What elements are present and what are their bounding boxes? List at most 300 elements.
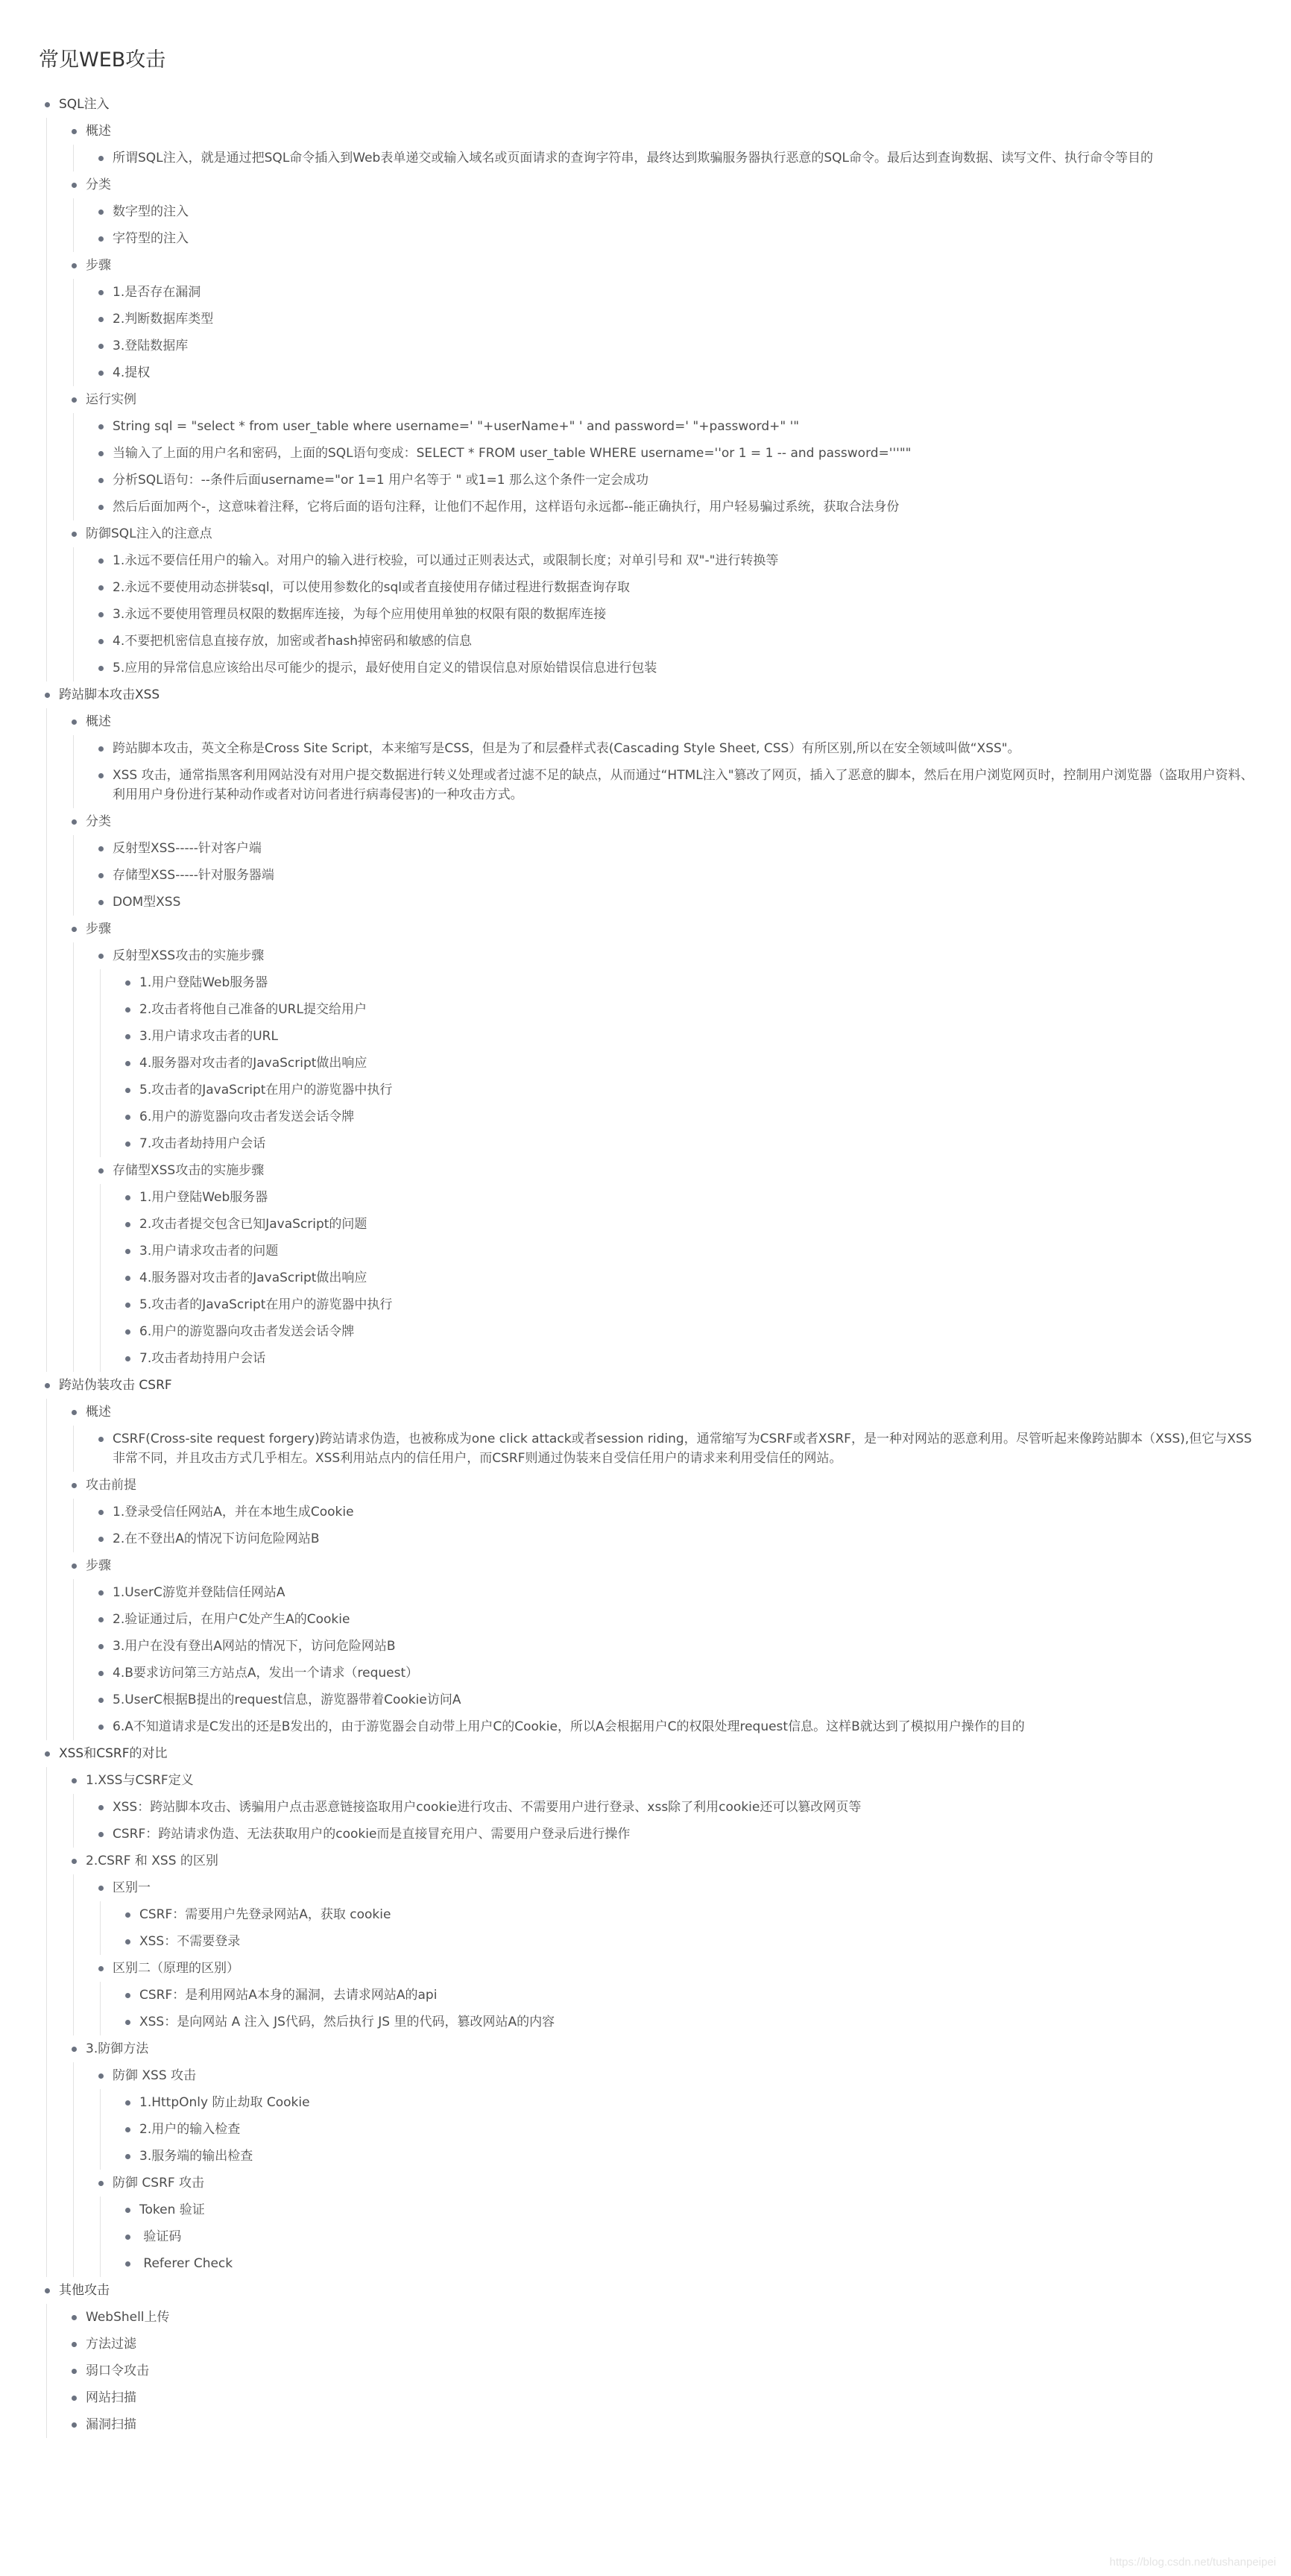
outline-item (92, 1687, 1261, 1713)
outline-children (73, 835, 1261, 916)
outline-row[interactable] (119, 2009, 1261, 2035)
bullet-dot-icon (125, 1356, 130, 1361)
outline-item (92, 2062, 1261, 2170)
outline-item-label: 防御 CSRF 攻击 (113, 2176, 205, 2191)
bullet-dot-icon (98, 344, 104, 349)
outline-children (46, 1767, 1261, 2277)
outline-children (100, 2196, 1261, 2277)
outline-item-label: 2.攻击者提交包含已知JavaScript的问题 (139, 1217, 367, 1232)
outline-item-label: 区别二（原理的区别） (113, 1961, 239, 1976)
outline-children (73, 735, 1261, 808)
bullet-dot-icon (98, 1886, 104, 1891)
bullet-dot-icon (125, 1993, 130, 1998)
outline-item (92, 279, 1261, 306)
outline-item (92, 942, 1261, 1157)
outline-item-label: 1.永远不要信任用户的输入。对用户的输入进行校验，可以通过正则表达式，或限制长度；对单引号和 双"-"进行转换等 (113, 553, 779, 568)
bullet-dot-icon (98, 371, 104, 376)
watermark: https://blog.csdn.net/tushanpeipei (1109, 2556, 1276, 2569)
bullet-dot-icon (72, 1859, 77, 1864)
bullet-dot-icon (125, 1061, 130, 1066)
outline-item-label: 5.攻击者的JavaScript在用户的游览器中执行 (139, 1297, 393, 1312)
outline-item (92, 198, 1261, 225)
outline-row[interactable] (39, 1740, 1261, 1767)
outline-row[interactable] (92, 306, 1261, 333)
bullet-dot-icon (72, 1483, 77, 1488)
outline-item-label: 数字型的注入 (113, 204, 189, 219)
outline-item (119, 1050, 1261, 1077)
outline-item-label: DOM型XSS (113, 895, 181, 910)
outline-row[interactable] (92, 547, 1261, 574)
outline-row[interactable] (66, 2411, 1261, 2438)
outline-item (119, 1077, 1261, 1103)
outline-row[interactable] (92, 1633, 1261, 1660)
bullet-dot-icon (98, 1590, 104, 1596)
outline-children (100, 1901, 1261, 1955)
outline-item (92, 574, 1261, 601)
outline-item-label: XSS 攻击，通常指黑客利用网站没有对用户提交数据进行转义处理或者过滤不足的缺点，从而通过“HTML注入"篡改了网页，插入了恶意的脚本，然后在用户浏览网页时，控制用户浏览器（盗取用户资料、利用用户身份进行某种动作或者对访问者进行病毒侵害)的一种攻击方式。 (113, 768, 1254, 802)
outline-row[interactable] (92, 1955, 1261, 1982)
outline-item-label: Token 验证 (139, 2202, 205, 2217)
bullet-dot-icon (125, 1195, 130, 1200)
bullet-dot-icon (125, 1115, 130, 1120)
outline-item (119, 2009, 1261, 2035)
bullet-dot-icon (98, 1832, 104, 1837)
outline-row[interactable] (119, 1077, 1261, 1103)
outline-item-label: String sql = "select * from user_table where username=' "+userName+" ' and password=' "+password+" '" (113, 419, 800, 434)
outline-item-label: 方法过滤 (86, 2337, 136, 2352)
bullet-dot-icon (98, 1966, 104, 1971)
bullet-dot-icon (98, 612, 104, 617)
outline-row[interactable] (92, 1579, 1261, 1606)
outline-children (73, 2062, 1261, 2277)
outline-row[interactable] (119, 1103, 1261, 1130)
outline-children (100, 1982, 1261, 2035)
outline-children (73, 198, 1261, 252)
outline-row[interactable] (119, 2196, 1261, 2223)
outline-row[interactable] (66, 1552, 1261, 1579)
outline-row[interactable] (66, 520, 1261, 547)
outline-item-label: CSRF(Cross-site request forgery)跨站请求伪造，也被称成为one click attack或者session riding，通常缩写为CSRF或者XSRF，是一种对网站的恶意利用。尽管听起来像跨站脚本（XSS),但它与XSS非常不同，并且攻击方式几乎相左。XSS利用站点内的信任用户，而CSRF则通过伪装来自受信任用户的请求来利用受信任的网站。 (113, 1432, 1252, 1466)
outline-row[interactable] (92, 762, 1261, 808)
outline-item (66, 2384, 1261, 2411)
outline-item-label: 5.攻击者的JavaScript在用户的游览器中执行 (139, 1083, 393, 1098)
bullet-dot-icon (98, 1805, 104, 1810)
outline-children (46, 2304, 1261, 2438)
outline-row[interactable] (66, 1848, 1261, 1874)
outline-item-label: 漏洞扫描 (86, 2417, 136, 2432)
outline-item (92, 735, 1261, 762)
outline-item (92, 1633, 1261, 1660)
bullet-dot-icon (98, 900, 104, 905)
bullet-dot-icon (125, 980, 130, 986)
outline-item-label: SQL注入 (59, 97, 110, 112)
outline-row[interactable] (66, 2358, 1261, 2384)
outline-row[interactable] (92, 279, 1261, 306)
outline-item-label: 运行实例 (86, 392, 136, 407)
outline-item (92, 306, 1261, 333)
outline-row[interactable] (66, 708, 1261, 735)
outline-row[interactable] (66, 2331, 1261, 2358)
outline-section (39, 2277, 1261, 2438)
outline-item (66, 1848, 1261, 2035)
outline-row[interactable] (119, 1238, 1261, 1265)
outline-row[interactable] (92, 1426, 1261, 1472)
outline-row[interactable] (119, 969, 1261, 996)
outline-row[interactable] (92, 1499, 1261, 1525)
bullet-dot-icon (98, 1698, 104, 1703)
outline-item (66, 2035, 1261, 2277)
outline-row[interactable] (92, 835, 1261, 862)
bullet-dot-icon (72, 397, 77, 403)
outline-section (39, 1372, 1261, 1740)
outline-children (73, 1794, 1261, 1848)
outline-item (92, 1606, 1261, 1633)
outline-row[interactable] (92, 467, 1261, 494)
outline-row[interactable] (92, 359, 1261, 386)
outline-row[interactable] (92, 601, 1261, 628)
bullet-dot-icon (125, 1007, 130, 1013)
outline-children (100, 1184, 1261, 1372)
outline-item-label: 反射型XSS攻击的实施步骤 (113, 948, 265, 963)
outline-item-label: XSS：不需要登录 (139, 1934, 241, 1949)
outline-item (66, 2331, 1261, 2358)
outline-row[interactable] (92, 333, 1261, 359)
bullet-dot-icon (125, 1912, 130, 1918)
bullet-dot-icon (72, 1778, 77, 1783)
outline-row[interactable] (119, 2143, 1261, 2170)
outline-item-label: 网站扫描 (86, 2390, 136, 2405)
outline-item (92, 862, 1261, 889)
outline-item (92, 1713, 1261, 1740)
outline-item-label: 7.攻击者劫持用户会话 (139, 1136, 266, 1151)
outline-item-label: 4.提权 (113, 365, 151, 380)
outline-row[interactable] (92, 494, 1261, 520)
outline-item (66, 252, 1261, 386)
outline-item (66, 2304, 1261, 2331)
outline-item (92, 547, 1261, 574)
outline-item (92, 1426, 1261, 1472)
outline-row[interactable] (119, 2089, 1261, 2116)
outline-row[interactable] (119, 1184, 1261, 1211)
outline-item-label: 分类 (86, 814, 111, 829)
outline-item-label: 3.用户请求攻击者的URL (139, 1029, 278, 1044)
outline-item-label: 1.UserC游览并登陆信任网站A (113, 1585, 285, 1600)
bullet-dot-icon (98, 1510, 104, 1515)
outline-row[interactable] (92, 1157, 1261, 1184)
outline-row[interactable] (39, 681, 1261, 708)
outline-row[interactable] (92, 1525, 1261, 1552)
bullet-dot-icon (72, 1563, 77, 1569)
outline-children (73, 413, 1261, 520)
outline-item-label: CSRF：跨站请求伪造、无法获取用户的cookie而是直接冒充用户、需要用户登录后进行操作 (113, 1827, 631, 1842)
outline-row[interactable] (92, 1713, 1261, 1740)
bullet-dot-icon (45, 1383, 50, 1388)
outline-row[interactable] (39, 2277, 1261, 2304)
outline-item (66, 1472, 1261, 1552)
outline-item (119, 996, 1261, 1023)
outline-row[interactable] (66, 1767, 1261, 1794)
outline-row[interactable] (92, 1660, 1261, 1687)
outline-item-label: 3.服务端的输出检查 (139, 2149, 253, 2164)
bullet-dot-icon (98, 773, 104, 778)
bullet-dot-icon (125, 2100, 130, 2106)
outline-row[interactable] (92, 655, 1261, 681)
outline-row[interactable] (119, 2223, 1261, 2250)
outline-row[interactable] (66, 2304, 1261, 2331)
outline-item (66, 2358, 1261, 2384)
bullet-dot-icon (98, 2073, 104, 2079)
outline-item (119, 2250, 1261, 2277)
outline-item-label: 1.是否存在漏洞 (113, 285, 201, 300)
outline-item (92, 413, 1261, 440)
outline-row[interactable] (66, 916, 1261, 942)
outline-item (92, 440, 1261, 467)
outline-item (66, 171, 1261, 252)
outline-row[interactable] (119, 1901, 1261, 1928)
outline-row[interactable] (92, 628, 1261, 655)
bullet-dot-icon (45, 2288, 50, 2293)
outline-row[interactable] (92, 198, 1261, 225)
bullet-dot-icon (125, 2208, 130, 2213)
outline-item (119, 2143, 1261, 2170)
bullet-dot-icon (98, 639, 104, 644)
outline-row[interactable] (92, 2062, 1261, 2089)
outline-children (73, 547, 1261, 681)
outline-item-label: 字符型的注入 (113, 231, 189, 246)
outline-item-label: 5.UserC根据B提出的request信息，游览器带着Cookie访问A (113, 1692, 461, 1707)
outline-row[interactable] (119, 1023, 1261, 1050)
bullet-dot-icon (98, 156, 104, 161)
bullet-dot-icon (72, 2315, 77, 2320)
outline-children (73, 1499, 1261, 1552)
outline-item-label: Referer Check (139, 2256, 233, 2271)
bullet-dot-icon (72, 2369, 77, 2374)
outline-item-label: 3.防御方法 (86, 2041, 149, 2056)
outline-item (92, 1525, 1261, 1552)
outline-item-label: 2.在不登出A的情况下访问危险网站B (113, 1531, 320, 1546)
outline-item-label: 1.XSS与CSRF定义 (86, 1773, 194, 1788)
outline-row[interactable] (66, 2035, 1261, 2062)
outline-children (73, 1874, 1261, 2035)
outline-row[interactable] (92, 862, 1261, 889)
bullet-dot-icon (72, 927, 77, 932)
outline-row[interactable] (119, 1130, 1261, 1157)
bullet-dot-icon (125, 2020, 130, 2025)
outline-item-label: WebShell上传 (86, 2310, 170, 2325)
outline-item-label: 3.用户请求攻击者的问题 (139, 1244, 279, 1259)
bullet-dot-icon (98, 424, 104, 429)
outline-row[interactable] (119, 2116, 1261, 2143)
outline-item-label: 弱口令攻击 (86, 2364, 149, 2378)
outline-children (73, 1579, 1261, 1740)
outline-item (119, 1023, 1261, 1050)
outline-row[interactable] (66, 171, 1261, 198)
outline-item-label: CSRF：需要用户先登录网站A，获取 cookie (139, 1907, 391, 1922)
outline-item (119, 2223, 1261, 2250)
outline-row[interactable] (119, 2250, 1261, 2277)
bullet-dot-icon (125, 1276, 130, 1281)
outline-item (92, 2170, 1261, 2277)
outline-item (92, 1955, 1261, 2035)
outline-row[interactable] (66, 808, 1261, 835)
outline-item (66, 1399, 1261, 1472)
outline-row[interactable] (66, 2384, 1261, 2411)
outline-item-label: 1.用户登陆Web服务器 (139, 1190, 268, 1205)
outline-item (92, 835, 1261, 862)
outline-row[interactable] (66, 252, 1261, 279)
outline-item (119, 1103, 1261, 1130)
outline-item-label: 存储型XSS攻击的实施步骤 (113, 1163, 265, 1178)
bullet-dot-icon (72, 719, 77, 725)
outline-children (100, 2089, 1261, 2170)
outline-item-label: 当输入了上面的用户名和密码，上面的SQL语句变成：SELECT * FROM user_table WHERE username=''or 1 = 1 -- and password='''"" (113, 446, 912, 461)
bullet-dot-icon (98, 317, 104, 322)
bullet-dot-icon (72, 183, 77, 188)
bullet-dot-icon (125, 1034, 130, 1039)
outline-item-label: 3.用户在没有登出A网站的情况下，访问危险网站B (113, 1639, 396, 1654)
bullet-dot-icon (98, 451, 104, 456)
outline-item-label: 防御SQL注入的注意点 (86, 526, 212, 541)
outline-children (73, 145, 1261, 171)
outline-row[interactable] (119, 1345, 1261, 1372)
bullet-dot-icon (98, 478, 104, 483)
outline-row[interactable] (92, 145, 1261, 171)
outline-item (119, 969, 1261, 996)
outline-children (73, 279, 1261, 386)
outline-item-label: 验证码 (139, 2229, 182, 2244)
bullet-dot-icon (98, 873, 104, 878)
outline-row[interactable] (66, 1399, 1261, 1426)
outline-item (119, 1291, 1261, 1318)
outline-row[interactable] (92, 2170, 1261, 2196)
bullet-dot-icon (72, 1410, 77, 1415)
bullet-dot-icon (125, 1329, 130, 1335)
outline-item-label: 所谓SQL注入，就是通过把SQL命令插入到Web表单递交或输入域名或页面请求的查询字符串，最终达到欺骗服务器执行恶意的SQL命令。最后达到查询数据、读写文件、执行命令等目的 (113, 151, 1153, 166)
outline-item (66, 808, 1261, 916)
outline-row[interactable] (92, 1874, 1261, 1901)
outline-item (92, 333, 1261, 359)
outline-row[interactable] (119, 1928, 1261, 1955)
outline-item-label: 2.攻击者将他自己准备的URL提交给用户 (139, 1002, 367, 1017)
outline-item (66, 520, 1261, 681)
bullet-dot-icon (125, 1088, 130, 1093)
outline-row[interactable] (92, 1606, 1261, 1633)
outline-item-label: 3.登陆数据库 (113, 338, 189, 353)
outline-item-label: 4.不要把机密信息直接存放，加密或者hash掉密码和敏感的信息 (113, 634, 473, 649)
outline-item-label: 区别一 (113, 1880, 151, 1895)
outline-row[interactable] (119, 1050, 1261, 1077)
outline-row[interactable] (92, 440, 1261, 467)
bullet-dot-icon (72, 2342, 77, 2347)
outline-item-label: 5.应用的异常信息应该给出尽可能少的提示，最好使用自定义的错误信息对原始错误信息进行包装 (113, 661, 657, 676)
outline-item (92, 467, 1261, 494)
outline-row[interactable] (92, 942, 1261, 969)
outline-item (92, 889, 1261, 916)
outline-item-label: 4.服务器对攻击者的JavaScript做出响应 (139, 1056, 367, 1071)
outline-item (92, 655, 1261, 681)
outline-item-label: 2.永远不要使用动态拼装sql，可以使用参数化的sql或者直接使用存储过程进行数据查询存取 (113, 580, 630, 595)
outline-item (119, 1211, 1261, 1238)
outline-item (92, 1821, 1261, 1848)
outline-row[interactable] (92, 225, 1261, 252)
outline-item (92, 359, 1261, 386)
outline-item (119, 2116, 1261, 2143)
outline-item-label: 2.判断数据库类型 (113, 312, 214, 327)
outline-item (92, 628, 1261, 655)
outline-row[interactable] (119, 1265, 1261, 1291)
bullet-dot-icon (125, 2154, 130, 2159)
outline-row[interactable] (92, 1687, 1261, 1713)
outline-item-label: 概述 (86, 714, 111, 729)
bullet-dot-icon (98, 1644, 104, 1649)
bullet-dot-icon (98, 2181, 104, 2186)
outline-item-label: 1.登录受信任网站A，并在本地生成Cookie (113, 1505, 354, 1520)
outline-item-label: 跨站伪装攻击 CSRF (59, 1378, 172, 1393)
outline-children (46, 1399, 1261, 1740)
outline-item (119, 1345, 1261, 1372)
bullet-dot-icon (98, 666, 104, 671)
outline-row[interactable] (119, 1318, 1261, 1345)
bullet-dot-icon (72, 2047, 77, 2052)
outline-children (100, 969, 1261, 1157)
bullet-dot-icon (72, 819, 77, 825)
bullet-dot-icon (98, 236, 104, 242)
outline-item (119, 1901, 1261, 1928)
outline-row[interactable] (92, 574, 1261, 601)
outline-row[interactable] (92, 1794, 1261, 1821)
outline-row[interactable] (39, 1372, 1261, 1399)
outline-row[interactable] (92, 1821, 1261, 1848)
bullet-dot-icon (125, 2261, 130, 2267)
outline-item-label: 跨站脚本攻击XSS (59, 687, 160, 702)
outline-row[interactable] (66, 386, 1261, 413)
bullet-dot-icon (125, 1303, 130, 1308)
bullet-dot-icon (98, 846, 104, 851)
outline-tree (39, 91, 1261, 2438)
outline-row[interactable] (66, 118, 1261, 145)
bullet-dot-icon (125, 1222, 130, 1227)
outline-children (46, 708, 1261, 1372)
outline-item-label: 步骤 (86, 922, 111, 936)
outline-item (119, 1928, 1261, 1955)
outline-row[interactable] (119, 996, 1261, 1023)
outline-item-label: 跨站脚本攻击，英文全称是Cross Site Script，本来缩写是CSS，但是为了和层叠样式表(Cascading Style Sheet, CSS）有所区别,所以在安全领域叫做“XSS"。 (113, 741, 1020, 756)
bullet-dot-icon (98, 210, 104, 215)
outline-item (119, 1184, 1261, 1211)
bullet-dot-icon (72, 263, 77, 268)
outline-row[interactable] (92, 735, 1261, 762)
outline-children (73, 942, 1261, 1372)
outline-row[interactable] (119, 1291, 1261, 1318)
outline-row[interactable] (92, 889, 1261, 916)
bullet-dot-icon (125, 2127, 130, 2132)
outline-item-label: 6.用户的游览器向攻击者发送会话令牌 (139, 1109, 355, 1124)
outline-item (66, 708, 1261, 808)
outline-row[interactable] (92, 413, 1261, 440)
outline-item-label: 6.A不知道请求是C发出的还是B发出的，由于游览器会自动带上用户C的Cookie，所以A会根据用户C的权限处理request信息。这样B就达到了模拟用户操作的目的 (113, 1719, 1025, 1734)
bullet-dot-icon (125, 1939, 130, 1944)
outline-item-label: XSS和CSRF的对比 (59, 1746, 168, 1761)
outline-item (92, 1499, 1261, 1525)
outline-item-label: 1.用户登陆Web服务器 (139, 975, 268, 990)
outline-row[interactable] (66, 1472, 1261, 1499)
outline-row[interactable] (39, 91, 1261, 118)
outline-row[interactable] (119, 1982, 1261, 2009)
outline-row[interactable] (119, 1211, 1261, 1238)
outline-item-label: 7.攻击者劫持用户会话 (139, 1351, 266, 1366)
outline-item-label: 4.服务器对攻击者的JavaScript做出响应 (139, 1270, 367, 1285)
outline-item (119, 1265, 1261, 1291)
